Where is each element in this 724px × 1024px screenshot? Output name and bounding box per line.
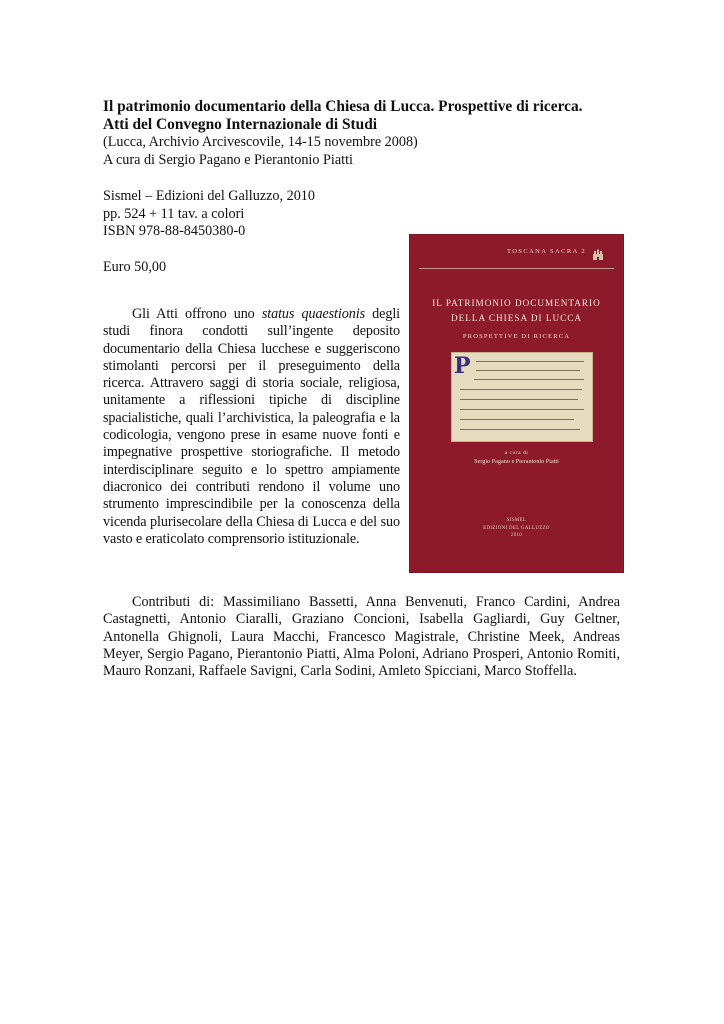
cover-title-line: DELLA CHIESA DI LUCCA [451,313,582,323]
conference-info [103,134,583,169]
book-cover-image [409,234,624,573]
cover-publisher-line: EDIZIONI DEL GALLUZZO [483,525,550,531]
cover-editor-label: a cura di [504,450,529,456]
cover-title-line: IL PATRIMONIO DOCUMENTARIO [432,298,601,308]
manuscript-line [474,379,584,380]
cover-publisher-line: 2010 [510,533,523,538]
manuscript-line [476,361,584,362]
conference-venue: (Lucca, Archivio Arcivescovile, 14-15 novembre 2008) [103,134,418,150]
manuscript-line [476,370,580,371]
pages-line: pp. 524 + 11 tav. a colori [103,205,245,222]
publication-info [103,188,583,241]
abstract-text-start: Gli Atti offrono uno [132,306,262,322]
editors-line: A cura di Sergio Pagano e Pierantonio Piatti [103,151,353,168]
manuscript-line [460,429,580,430]
manuscript-line [460,419,574,420]
price: Euro 50,00 [103,259,167,275]
manuscript-line [460,389,582,390]
book-subtitle-line: Atti del Convegno Internazionale di Studi [103,116,378,133]
cover-editors: Sergio Pagano e Pierantonio Piatti [474,458,559,465]
cover-title [409,296,624,326]
cover-publisher-line: SISMEL [506,518,527,523]
abstract-italic-term: status quaestionis [261,306,365,322]
book-title [103,98,643,134]
abstract-paragraph [103,306,400,548]
contributors-paragraph: Contributi di: Massimiliano Bassetti, Anna Benvenuti, Franco Cardini, Andrea Castagnetti, Antonio Ciaralli, Graziano Concioni, Isabella Gagliardi, Guy Geltner, Antonella Ghignoli, Laura Macchi, Francesco Magistrale, Christine Meek, Andreas Meyer, Sergio Pagano, Pierantonio Piatti, Alma Poloni, Adriano Prosperi, Antonio Romiti, Mauro Ronzani, Raffaele Savigni, Carla Sodini, Amleto Spicciani, Marco Stoffella. [103,594,620,680]
cover-subtitle: PROSPETTIVE DI RICERCA [462,333,571,340]
manuscript-line [460,409,584,410]
cover-manuscript-illustration [451,352,593,442]
manuscript-line [460,399,578,400]
isbn-line: ISBN 978-88-8450380-0 [103,223,246,239]
abstract-text-rest: degli studi finora condotti sull’ingente deposito documentario della Chiesa lucchese e suggeriscono stimolanti percorsi per il preseguimento della ricerca. Attravero saggi di storia sociale, religiosa, unitamente a riflessioni tipiche di discipline spacialistiche, quali l’archivistica, la paleografia e la codicologia, vengono prese in esame nuove fonti e impegnative prospettive storiografiche. Il metodo interdisciplinare seguito e lo spettro ampiamente diacronico dei contributi rendono il volume uno strumento imprescindibile per la conoscenza della vicenda plurisecolare della Chiesa di Lucca e del suo vasto e eraticolato comprensorio istituzionale. [103,306,400,547]
book-title-line: Il patrimonio documentario della Chiesa di Lucca. Prospettive di ricerca. [103,98,583,115]
cover-divider [419,268,614,269]
cover-emblem-icon [592,248,604,266]
manuscript-initial: P [454,353,471,379]
cover-series-label: TOSCANA SACRA 2 [506,247,586,255]
publisher-line: Sismel – Edizioni del Galluzzo, 2010 [103,188,315,204]
cover-publisher [409,517,624,540]
